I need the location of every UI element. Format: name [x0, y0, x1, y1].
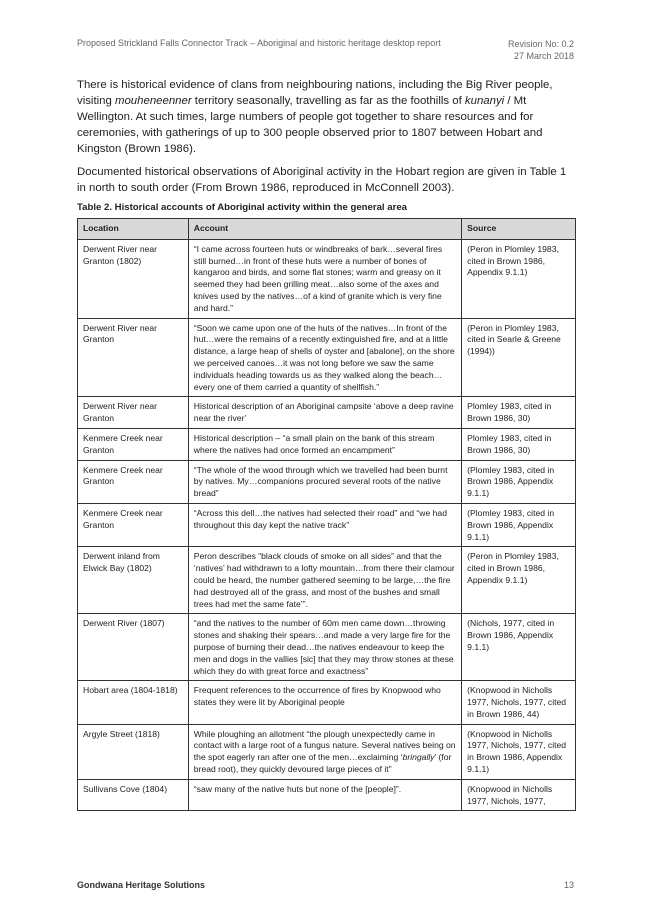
paragraph-1 [77, 77, 575, 157]
p1-text-a: There is historical evidence of clans from neighbouring nations, including the Big River people, visiting [77, 79, 553, 107]
table-row [78, 239, 576, 318]
cell-account: “Soon we came upon one of the huts of the natives…In front of the hut…were the remains of a recently extinguished fire, and at a little distance, a large heap of shells of oyster and [abalone], on the shore we perceived canoes…it was not long before we saw the same individuals heading towards us as they walked along the beach…every one of them carried a quantity of shellfish.” [188, 318, 461, 397]
cell-account: “Across this dell…the natives had selected their road” and “we had throughout this day kept the native track” [188, 503, 461, 546]
revision-block [508, 38, 574, 62]
cell-location: Sullivans Cove (1804) [78, 779, 189, 811]
p1-text-c: / Mt Wellington. At such times, large numbers of people got together to share resources and for ceremonies, with gatherings of up to 300 people observed prior to 1807 between Hobart and Kingston (Brown 1986). [77, 95, 543, 155]
header-location: Location [78, 219, 189, 240]
cell-location: Hobart area (1804-1818) [78, 681, 189, 724]
table-row [78, 779, 576, 811]
cell-location: Derwent River near Granton (1802) [78, 239, 189, 318]
cell-source: (Knopwood in Nicholls 1977, Nichols, 1977, cited in Brown 1986, Appendix 9.1.1) [462, 724, 576, 779]
table-row [78, 428, 576, 460]
historical-accounts-table [77, 218, 576, 811]
cell-location: Derwent inland from Elwick Bay (1802) [78, 547, 189, 614]
cell-source: (Nichols, 1977, cited in Brown 1986, Appendix 9.1.1) [462, 614, 576, 681]
table-row [78, 318, 576, 397]
table-row [78, 547, 576, 614]
document-title: Proposed Strickland Falls Connector Track – Aboriginal and historic heritage desktop report [77, 38, 441, 48]
table-row [78, 681, 576, 724]
p1-text-b: territory seasonally, travelling as far as the foothills of [191, 95, 465, 107]
revision-number: Revision No: 0.2 [507, 39, 574, 49]
cell-source: (Knopwood in Nicholls 1977, Nichols, 1977, cited in Brown 1986, 44) [462, 681, 576, 724]
cell-location: Derwent River near Granton [78, 397, 189, 429]
cell-account: “I came across fourteen huts or windbreaks of bark…several fires still burned…in front of these huts were a number of bones of kangaroo and birds, and some flat stones; warm and greasy on it seemed they had been grilling meat…also some of the axes and knives used by the natives…of a kind of granite which is very fine and hard.” [188, 239, 461, 318]
footer-company: Gondwana Heritage Solutions [77, 880, 206, 890]
cell-location: Derwent River (1807) [78, 614, 189, 681]
cell-source: (Peron in Plomley 1983, cited in Brown 1986, Appendix 9.1.1) [462, 239, 576, 318]
cell-location: Kenmere Creek near Granton [78, 428, 189, 460]
cell-account [188, 724, 461, 779]
cell-source: Plomley 1983, cited in Brown 1986, 30) [462, 428, 576, 460]
cell-account: Historical description – “a small plain on the bank of this stream where the natives had once formed an encampment” [188, 428, 461, 460]
cell-account: Historical description of an Aboriginal campsite ‘above a deep ravine near the river’ [188, 397, 461, 429]
account-text-b: ’ (for bread root), they quickly devoured large pieces of it” [193, 752, 452, 775]
cell-source: (Peron in Plomley 1983, cited in Searle & Greene (1994)) [462, 318, 576, 397]
table-caption: Table 2. Historical accounts of Aboriginal activity within the general area [77, 202, 407, 213]
account-text-a: While ploughing an allotment “the plough unexpectedly came in contact with a large root of a fungus nature. Several natives being on the spot eagerly ran after one of the men…exclaiming ‘ [193, 728, 456, 763]
table-header-row [78, 219, 576, 240]
cell-location: Argyle Street (1818) [78, 724, 189, 779]
cell-source: (Plomley 1983, cited in Brown 1986, Appendix 9.1.1) [462, 503, 576, 546]
body-text [77, 77, 575, 203]
header-account: Account [188, 219, 461, 240]
p1-italic-mouheneenner: mouheneenner [114, 95, 192, 107]
cell-account: “and the natives to the number of 60m men came down…throwing stones and shaking their spears…and made a very large fire for the purpose of burning their dead…the natives endeavour to keep the men and dogs in the vallies [sic] that they may throw stones at these which they do with great force and exactness” [188, 614, 461, 681]
cell-account: Frequent references to the occurrence of fires by Knopwood who states they were lit by Aboriginal people [188, 681, 461, 724]
table-row [78, 503, 576, 546]
page-number: 13 [563, 880, 574, 890]
cell-account: “saw many of the native huts but none of the [people]”. [188, 779, 461, 811]
p1-italic-kunanyi: kunanyi [464, 95, 505, 107]
cell-location: Derwent River near Granton [78, 318, 189, 397]
cell-source: (Knopwood in Nicholls 1977, Nichols, 1977, [462, 779, 576, 811]
cell-source: (Peron in Plomley 1983, cited in Brown 1986, Appendix 9.1.1) [462, 547, 576, 614]
header-source: Source [462, 219, 576, 240]
table-row [78, 724, 576, 779]
table-row [78, 397, 576, 429]
cell-account: Peron describes “black clouds of smoke on all sides” and that the ‘natives’ had withdrawn to a lofty mountain…from there their clamour could be heard, the number gathered seeming to be large,…the fire had destroyed all of the grass, and most of the bushes and small trees had met the same fate’”. [188, 547, 461, 614]
cell-account: “The whole of the wood through which we travelled had been burnt by natives. My…companions procured several roots of the native bread” [188, 460, 461, 503]
revision-date: 27 March 2018 [513, 51, 574, 61]
cell-location: Kenmere Creek near Granton [78, 460, 189, 503]
cell-source: Plomley 1983, cited in Brown 1986, 30) [462, 397, 576, 429]
table-row [78, 614, 576, 681]
table-row [78, 460, 576, 503]
account-italic-bringally: bringally [402, 752, 435, 763]
cell-location: Kenmere Creek near Granton [78, 503, 189, 546]
paragraph-2: Documented historical observations of Aboriginal activity in the Hobart region are given in Table 1 in north to south order (From Brown 1986, reproduced in McConnell 2003). [77, 166, 567, 194]
cell-source: (Plomley 1983, cited in Brown 1986, Appendix 9.1.1) [462, 460, 576, 503]
